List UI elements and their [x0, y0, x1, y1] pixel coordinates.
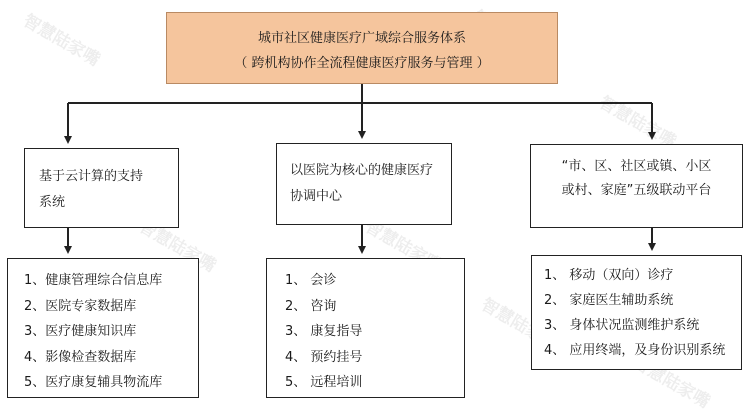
box-heading-line: 或村、家庭”五级联动平台 [561, 183, 712, 198]
list-item: 3、 身体状况监测维护系统 [544, 318, 700, 333]
list-item: 2、医院专家数据库 [24, 298, 137, 314]
list-item: 1、 会诊 [285, 273, 337, 288]
list-item: 4、 预约挂号 [285, 349, 363, 365]
box-heading-line: 以医院为核心的健康医疗 [290, 163, 434, 178]
list-item: 4、影像检查数据库 [24, 349, 137, 365]
top-system-subtitle: （ 跨机构协作全流程健康医疗服务与管理 ） [234, 56, 490, 71]
list-item: 3、 康复指导 [285, 324, 363, 339]
list-item: 2、 咨询 [285, 298, 337, 314]
box-heading-line: 基于云计算的支持 [39, 169, 144, 184]
list-item: 5、 远程培训 [285, 375, 363, 390]
hospital-coordination-center-box [276, 143, 452, 225]
watermark: 智慧陆家嘴 [361, 216, 446, 277]
list-item: 2、 家庭医生辅助系统 [544, 293, 674, 308]
cloud-support-system-box [24, 148, 179, 228]
database-list-box [7, 258, 199, 398]
coordination-services-list-box [266, 258, 465, 398]
top-system-title: 城市社区健康医疗广域综合服务体系 [257, 31, 466, 46]
list-item: 3、医疗健康知识库 [24, 324, 137, 339]
box-heading-line: 系统 [39, 195, 66, 210]
box-heading-line: 协调中心 [290, 189, 343, 204]
watermark: 智慧陆家嘴 [135, 216, 220, 277]
watermark: 智慧陆家嘴 [629, 352, 714, 413]
watermark: 智慧陆家嘴 [19, 10, 104, 71]
box-heading-line: “市、区、社区或镇、小区 [561, 159, 712, 174]
platform-features-list-box [531, 255, 742, 370]
list-item: 4、 应用终端，及身份识别系统 [544, 343, 726, 358]
list-item: 1、健康管理综合信息库 [24, 273, 163, 288]
top-system-box [166, 12, 558, 84]
list-item: 1、 移动（双向）诊疗 [544, 268, 674, 283]
watermark: 智慧陆家嘴 [477, 294, 562, 355]
watermark: 智慧陆家嘴 [595, 92, 680, 153]
list-item: 5、医疗康复辅具物流库 [24, 375, 163, 390]
five-level-platform-box [530, 144, 743, 228]
